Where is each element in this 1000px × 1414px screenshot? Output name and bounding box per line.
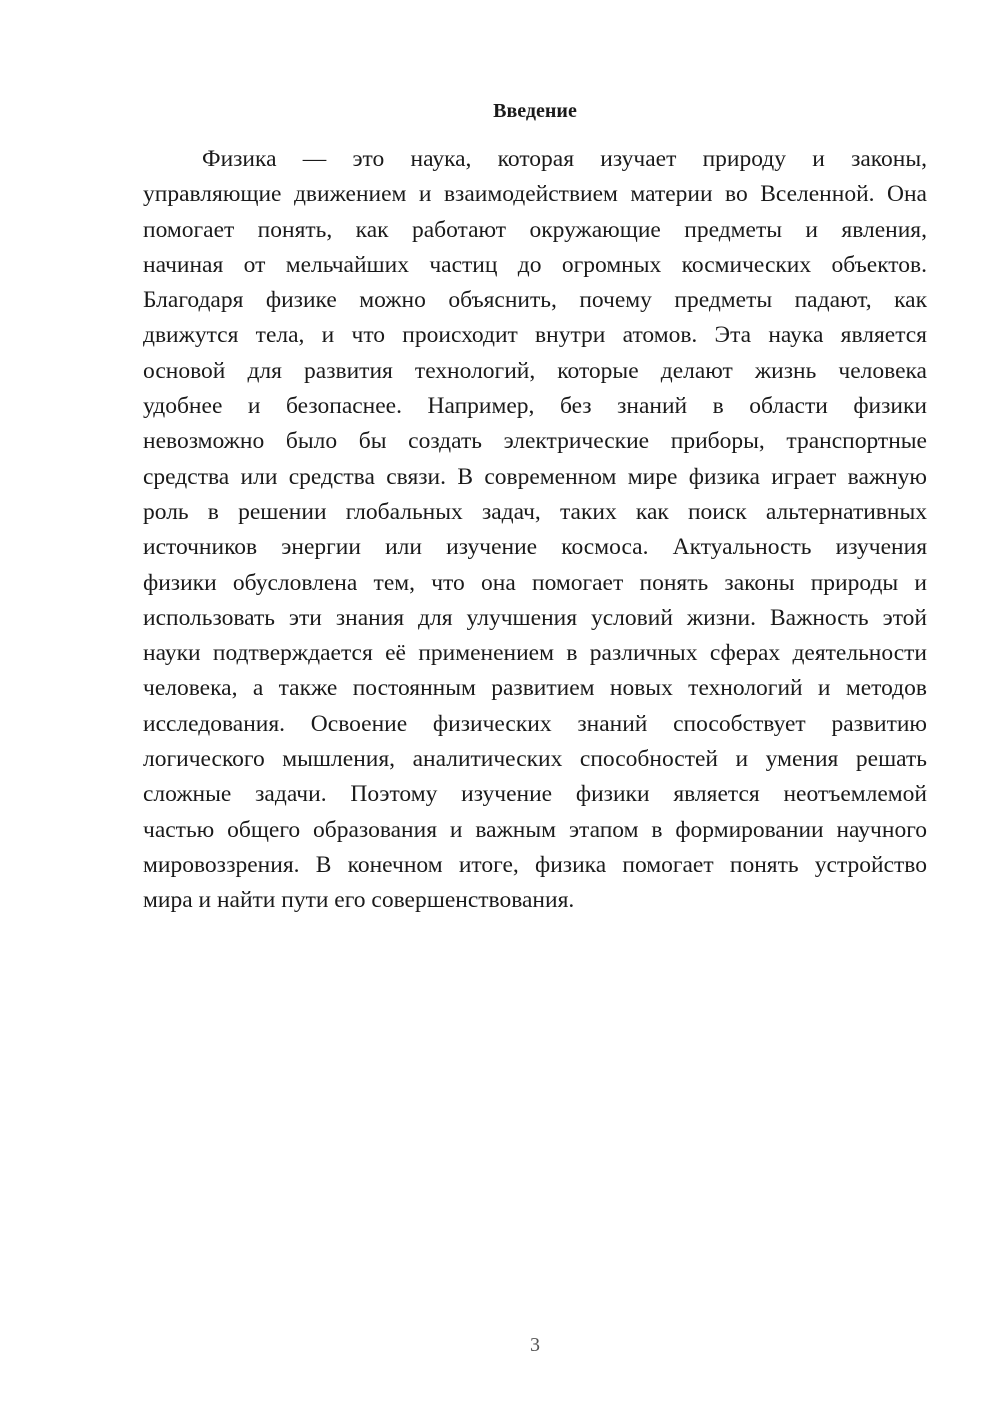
paragraph-line: мировоззрения. В конечном итоге, физика помогает понять устройство (143, 851, 927, 878)
paragraph-line: мира и найти пути его совершенствования. (143, 887, 575, 914)
paragraph-line: помогает понять, как работают окружающие предметы и явления, (143, 216, 927, 243)
paragraph-line: движутся тела, и что происходит внутри атомов. Эта наука является (143, 322, 927, 349)
paragraph-line: Благодаря физике можно объяснить, почему предметы падают, как (143, 287, 927, 314)
paragraph-line: источников энергии или изучение космоса. Актуальность изучения (143, 534, 927, 561)
paragraph-line: Физика — это наука, которая изучает природу и законы, (202, 146, 927, 172)
paragraph-line: управляющие движением и взаимодействием материи во Вселенной. Она (143, 181, 927, 208)
paragraph-line: сложные задачи. Поэтому изучение физики является неотъемлемой (143, 781, 927, 808)
page-number: 3 (530, 1334, 540, 1356)
paragraph-line: средства или средства связи. В современном мире физика играет важную (143, 463, 927, 490)
paragraph-line: основой для развития технологий, которые делают жизнь человека (143, 357, 927, 384)
paragraph-line: удобнее и безопаснее. Например, без знаний в области физики (143, 393, 927, 420)
paragraph-line: частью общего образования и важным этапом в формировании научного (143, 816, 927, 843)
paragraph-line: исследования. Освоение физических знаний способствует развитию (143, 710, 927, 737)
section-heading: Введение (493, 100, 577, 122)
body-paragraph (143, 142, 927, 919)
paragraph-line: науки подтверждается её применением в различных сферах деятельности (143, 640, 927, 667)
paragraph-line: роль в решении глобальных задач, таких как поиск альтернативных (143, 498, 927, 525)
paragraph-line: начиная от мельчайших частиц до огромных космических объектов. (143, 251, 927, 278)
paragraph-line: человека, а также постоянным развитием новых технологий и методов (143, 675, 927, 702)
paragraph-line: физики обусловлена тем, что она помогает понять законы природы и (143, 569, 927, 596)
paragraph-line: невозможно было бы создать электрические приборы, транспортные (143, 428, 927, 455)
paragraph-line: логического мышления, аналитических способностей и умения решать (143, 746, 927, 773)
paragraph-line: использовать эти знания для улучшения условий жизни. Важность этой (143, 604, 927, 631)
